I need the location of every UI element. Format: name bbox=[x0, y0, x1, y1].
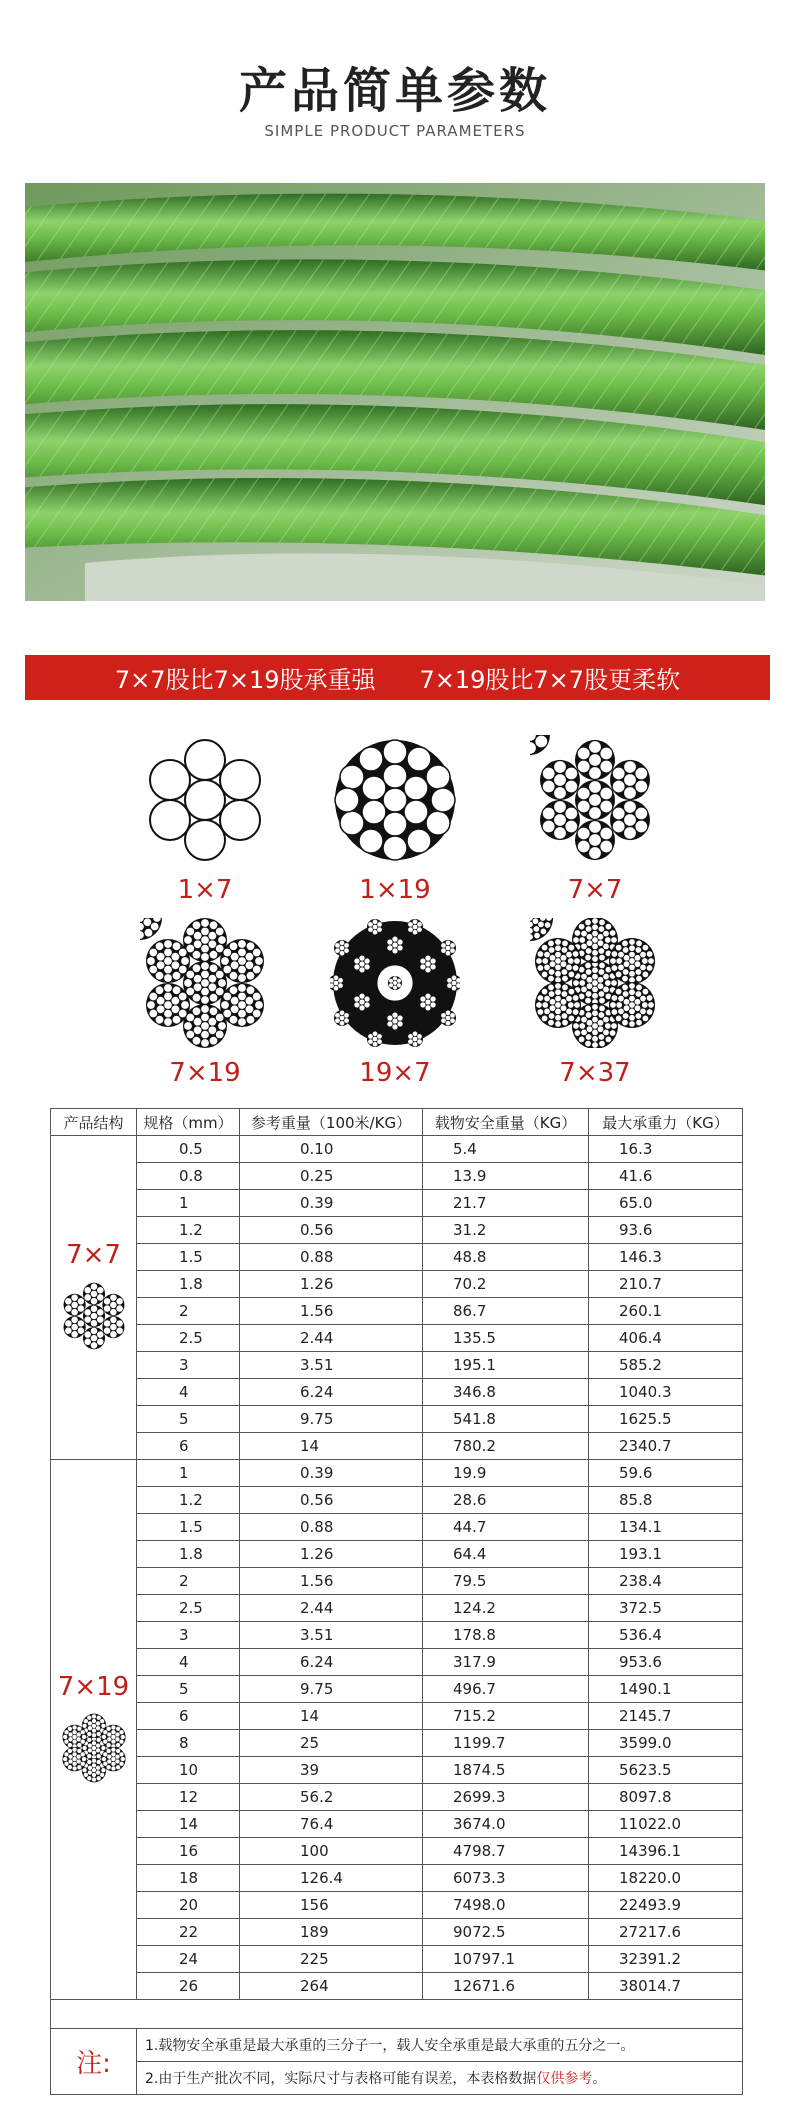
max-load-cell: 2340.7 bbox=[589, 1433, 743, 1460]
safe-load-cell: 44.7 bbox=[423, 1514, 589, 1541]
safe-load-cell: 346.8 bbox=[423, 1379, 589, 1406]
spec-cell: 2 bbox=[137, 1568, 240, 1595]
safe-load-cell: 5.4 bbox=[423, 1136, 589, 1163]
table-row bbox=[51, 1865, 743, 1892]
structure-name: 7×7 bbox=[66, 1239, 121, 1270]
cable-7x7-icon bbox=[58, 1280, 130, 1352]
max-load-cell: 210.7 bbox=[589, 1271, 743, 1298]
spec-cell: 5 bbox=[137, 1676, 240, 1703]
weight-cell: 9.75 bbox=[240, 1406, 423, 1433]
spec-cell: 12 bbox=[137, 1784, 240, 1811]
safe-load-cell: 21.7 bbox=[423, 1190, 589, 1217]
spec-cell: 2.5 bbox=[137, 1595, 240, 1622]
weight-cell: 0.10 bbox=[240, 1136, 423, 1163]
spec-cell: 1 bbox=[137, 1460, 240, 1487]
weight-cell: 0.39 bbox=[240, 1460, 423, 1487]
spec-cell: 8 bbox=[137, 1730, 240, 1757]
weight-cell: 0.88 bbox=[240, 1244, 423, 1271]
banner-left-text: 7×7股比7×19股承重强 bbox=[114, 666, 376, 694]
max-load-cell: 59.6 bbox=[589, 1460, 743, 1487]
weight-cell: 0.56 bbox=[240, 1487, 423, 1514]
cable-photo bbox=[25, 183, 765, 601]
note-line-2-end: 。 bbox=[592, 2071, 607, 2087]
spec-cell: 16 bbox=[137, 1838, 240, 1865]
safe-load-cell: 541.8 bbox=[423, 1406, 589, 1433]
table-header-row bbox=[51, 1109, 743, 1136]
table-row bbox=[51, 1352, 743, 1379]
max-load-cell: 585.2 bbox=[589, 1352, 743, 1379]
safe-load-cell: 4798.7 bbox=[423, 1838, 589, 1865]
safe-load-cell: 124.2 bbox=[423, 1595, 589, 1622]
safe-load-cell: 79.5 bbox=[423, 1568, 589, 1595]
table-row bbox=[51, 1460, 743, 1487]
table-row bbox=[51, 1595, 743, 1622]
table-row bbox=[51, 1325, 743, 1352]
notes-label: 注: bbox=[51, 2029, 137, 2095]
spec-cell: 3 bbox=[137, 1352, 240, 1379]
safe-load-cell: 12671.6 bbox=[423, 1973, 589, 2000]
safe-load-cell: 1874.5 bbox=[423, 1757, 589, 1784]
table-row bbox=[51, 1568, 743, 1595]
cross-section-1x7 bbox=[140, 735, 270, 865]
safe-load-cell: 715.2 bbox=[423, 1703, 589, 1730]
weight-cell: 1.26 bbox=[240, 1541, 423, 1568]
safe-load-cell: 7498.0 bbox=[423, 1892, 589, 1919]
safe-load-cell: 19.9 bbox=[423, 1460, 589, 1487]
table-row bbox=[51, 1757, 743, 1784]
max-load-cell: 1625.5 bbox=[589, 1406, 743, 1433]
note-line-1: 1.载物安全承重是最大承重的三分子一，载人安全承重是最大承重的五分之一。 bbox=[137, 2029, 743, 2062]
weight-cell: 56.2 bbox=[240, 1784, 423, 1811]
safe-load-cell: 28.6 bbox=[423, 1487, 589, 1514]
spec-cell: 4 bbox=[137, 1379, 240, 1406]
max-load-cell: 16.3 bbox=[589, 1136, 743, 1163]
table-row bbox=[51, 1703, 743, 1730]
max-load-cell: 260.1 bbox=[589, 1298, 743, 1325]
table-row bbox=[51, 1973, 743, 2000]
table-row bbox=[51, 1406, 743, 1433]
table-row bbox=[51, 1622, 743, 1649]
table-row bbox=[51, 1190, 743, 1217]
weight-cell: 225 bbox=[240, 1946, 423, 1973]
weight-cell: 76.4 bbox=[240, 1811, 423, 1838]
cross-section-19x7 bbox=[330, 918, 460, 1048]
page-subtitle: SIMPLE PRODUCT PARAMETERS bbox=[264, 122, 526, 140]
spec-table bbox=[50, 1108, 743, 2095]
banner-right-text: 7×19股比7×7股更柔软 bbox=[419, 666, 681, 694]
spec-cell: 1.5 bbox=[137, 1514, 240, 1541]
weight-cell: 0.88 bbox=[240, 1514, 423, 1541]
cross-section-1x19 bbox=[330, 735, 460, 865]
spec-cell: 0.5 bbox=[137, 1136, 240, 1163]
header-max-load: 最大承重力（KG） bbox=[589, 1109, 743, 1136]
spec-cell: 6 bbox=[137, 1703, 240, 1730]
safe-load-cell: 780.2 bbox=[423, 1433, 589, 1460]
spec-cell: 2.5 bbox=[137, 1325, 240, 1352]
max-load-cell: 372.5 bbox=[589, 1595, 743, 1622]
max-load-cell: 193.1 bbox=[589, 1541, 743, 1568]
safe-load-cell: 496.7 bbox=[423, 1676, 589, 1703]
spec-cell: 1.2 bbox=[137, 1487, 240, 1514]
notes-section bbox=[51, 2000, 743, 2095]
spec-cell: 6 bbox=[137, 1433, 240, 1460]
structure-label: 7×7 bbox=[567, 875, 623, 905]
max-load-cell: 536.4 bbox=[589, 1622, 743, 1649]
group-7x7 bbox=[51, 1136, 743, 1460]
spec-cell: 14 bbox=[137, 1811, 240, 1838]
weight-cell: 0.39 bbox=[240, 1190, 423, 1217]
cross-section-7x19 bbox=[140, 918, 270, 1048]
spec-cell: 26 bbox=[137, 1973, 240, 2000]
table-row bbox=[51, 1676, 743, 1703]
spec-cell: 0.8 bbox=[137, 1163, 240, 1190]
weight-cell: 25 bbox=[240, 1730, 423, 1757]
group-7x19 bbox=[51, 1460, 743, 2000]
safe-load-cell: 1199.7 bbox=[423, 1730, 589, 1757]
spec-cell: 4 bbox=[137, 1649, 240, 1676]
weight-cell: 126.4 bbox=[240, 1865, 423, 1892]
spec-cell: 22 bbox=[137, 1919, 240, 1946]
weight-cell: 1.56 bbox=[240, 1298, 423, 1325]
table-row bbox=[51, 1379, 743, 1406]
structure-label: 7×19 bbox=[169, 1058, 241, 1088]
weight-cell: 0.56 bbox=[240, 1217, 423, 1244]
header-structure: 产品结构 bbox=[51, 1109, 137, 1136]
note-line-2 bbox=[137, 2062, 743, 2095]
weight-cell: 1.56 bbox=[240, 1568, 423, 1595]
safe-load-cell: 6073.3 bbox=[423, 1865, 589, 1892]
max-load-cell: 953.6 bbox=[589, 1649, 743, 1676]
max-load-cell: 238.4 bbox=[589, 1568, 743, 1595]
spec-cell: 18 bbox=[137, 1865, 240, 1892]
safe-load-cell: 178.8 bbox=[423, 1622, 589, 1649]
spec-cell: 1.8 bbox=[137, 1541, 240, 1568]
safe-load-cell: 10797.1 bbox=[423, 1946, 589, 1973]
weight-cell: 100 bbox=[240, 1838, 423, 1865]
table-row bbox=[51, 1541, 743, 1568]
safe-load-cell: 13.9 bbox=[423, 1163, 589, 1190]
spec-cell: 20 bbox=[137, 1892, 240, 1919]
structure-label: 19×7 bbox=[359, 1058, 431, 1088]
spec-cell: 5 bbox=[137, 1406, 240, 1433]
table-row bbox=[51, 1838, 743, 1865]
table-row bbox=[51, 1730, 743, 1757]
weight-cell: 2.44 bbox=[240, 1595, 423, 1622]
safe-load-cell: 195.1 bbox=[423, 1352, 589, 1379]
max-load-cell: 146.3 bbox=[589, 1244, 743, 1271]
table-row bbox=[51, 1244, 743, 1271]
max-load-cell: 14396.1 bbox=[589, 1838, 743, 1865]
spec-cell: 3 bbox=[137, 1622, 240, 1649]
max-load-cell: 134.1 bbox=[589, 1514, 743, 1541]
weight-cell: 14 bbox=[240, 1433, 423, 1460]
header-spec: 规格（mm） bbox=[137, 1109, 240, 1136]
max-load-cell: 5623.5 bbox=[589, 1757, 743, 1784]
safe-load-cell: 64.4 bbox=[423, 1541, 589, 1568]
safe-load-cell: 317.9 bbox=[423, 1649, 589, 1676]
weight-cell: 189 bbox=[240, 1919, 423, 1946]
comparison-banner bbox=[25, 655, 770, 700]
max-load-cell: 22493.9 bbox=[589, 1892, 743, 1919]
table-row bbox=[51, 1487, 743, 1514]
page-title: 产品简单参数 bbox=[238, 63, 551, 119]
safe-load-cell: 31.2 bbox=[423, 1217, 589, 1244]
table-row bbox=[51, 1919, 743, 1946]
weight-cell: 264 bbox=[240, 1973, 423, 2000]
structure-label: 1×7 bbox=[177, 875, 233, 905]
max-load-cell: 85.8 bbox=[589, 1487, 743, 1514]
max-load-cell: 3599.0 bbox=[589, 1730, 743, 1757]
max-load-cell: 406.4 bbox=[589, 1325, 743, 1352]
table-row bbox=[51, 1946, 743, 1973]
weight-cell: 0.25 bbox=[240, 1163, 423, 1190]
max-load-cell: 41.6 bbox=[589, 1163, 743, 1190]
table-row bbox=[51, 1136, 743, 1163]
spec-cell: 1 bbox=[137, 1190, 240, 1217]
safe-load-cell: 86.7 bbox=[423, 1298, 589, 1325]
table-row bbox=[51, 1433, 743, 1460]
spec-cell: 24 bbox=[137, 1946, 240, 1973]
weight-cell: 39 bbox=[240, 1757, 423, 1784]
max-load-cell: 93.6 bbox=[589, 1217, 743, 1244]
table-row bbox=[51, 1649, 743, 1676]
weight-cell: 2.44 bbox=[240, 1325, 423, 1352]
cable-7x19-icon bbox=[58, 1712, 130, 1784]
weight-cell: 1.26 bbox=[240, 1271, 423, 1298]
spec-cell: 2 bbox=[137, 1298, 240, 1325]
spec-cell: 1.8 bbox=[137, 1271, 240, 1298]
table-row bbox=[51, 1217, 743, 1244]
max-load-cell: 32391.2 bbox=[589, 1946, 743, 1973]
table-row bbox=[51, 1163, 743, 1190]
structure-label: 7×37 bbox=[559, 1058, 631, 1088]
max-load-cell: 11022.0 bbox=[589, 1811, 743, 1838]
safe-load-cell: 48.8 bbox=[423, 1244, 589, 1271]
weight-cell: 9.75 bbox=[240, 1676, 423, 1703]
safe-load-cell: 3674.0 bbox=[423, 1811, 589, 1838]
max-load-cell: 27217.6 bbox=[589, 1919, 743, 1946]
note-line-2-text: 2.由于生产批次不同，实际尺寸与表格可能有误差，本表格数据 bbox=[145, 2071, 537, 2087]
max-load-cell: 1490.1 bbox=[589, 1676, 743, 1703]
header-weight: 参考重量（100米/KG） bbox=[240, 1109, 423, 1136]
weight-cell: 6.24 bbox=[240, 1649, 423, 1676]
max-load-cell: 8097.8 bbox=[589, 1784, 743, 1811]
max-load-cell: 65.0 bbox=[589, 1190, 743, 1217]
structure-label: 1×19 bbox=[359, 875, 431, 905]
table-row bbox=[51, 1271, 743, 1298]
safe-load-cell: 70.2 bbox=[423, 1271, 589, 1298]
header-safe-load: 载物安全重量（KG） bbox=[423, 1109, 589, 1136]
table-row bbox=[51, 1811, 743, 1838]
weight-cell: 14 bbox=[240, 1703, 423, 1730]
table-row bbox=[51, 1892, 743, 1919]
weight-cell: 3.51 bbox=[240, 1352, 423, 1379]
safe-load-cell: 9072.5 bbox=[423, 1919, 589, 1946]
spec-cell: 1.5 bbox=[137, 1244, 240, 1271]
table-row bbox=[51, 1784, 743, 1811]
table-row bbox=[51, 1514, 743, 1541]
structure-cell bbox=[51, 1460, 137, 2000]
structure-cell bbox=[51, 1136, 137, 1460]
spec-cell: 1.2 bbox=[137, 1217, 240, 1244]
safe-load-cell: 135.5 bbox=[423, 1325, 589, 1352]
max-load-cell: 1040.3 bbox=[589, 1379, 743, 1406]
table-row bbox=[51, 1298, 743, 1325]
max-load-cell: 2145.7 bbox=[589, 1703, 743, 1730]
note-highlight: 仅供参考 bbox=[536, 2071, 593, 2087]
safe-load-cell: 2699.3 bbox=[423, 1784, 589, 1811]
cross-section-7x7 bbox=[530, 735, 660, 865]
weight-cell: 3.51 bbox=[240, 1622, 423, 1649]
weight-cell: 6.24 bbox=[240, 1379, 423, 1406]
spec-cell: 10 bbox=[137, 1757, 240, 1784]
weight-cell: 156 bbox=[240, 1892, 423, 1919]
cross-section-7x37 bbox=[530, 918, 660, 1048]
max-load-cell: 18220.0 bbox=[589, 1865, 743, 1892]
structure-name: 7×19 bbox=[57, 1671, 130, 1702]
max-load-cell: 38014.7 bbox=[589, 1973, 743, 2000]
